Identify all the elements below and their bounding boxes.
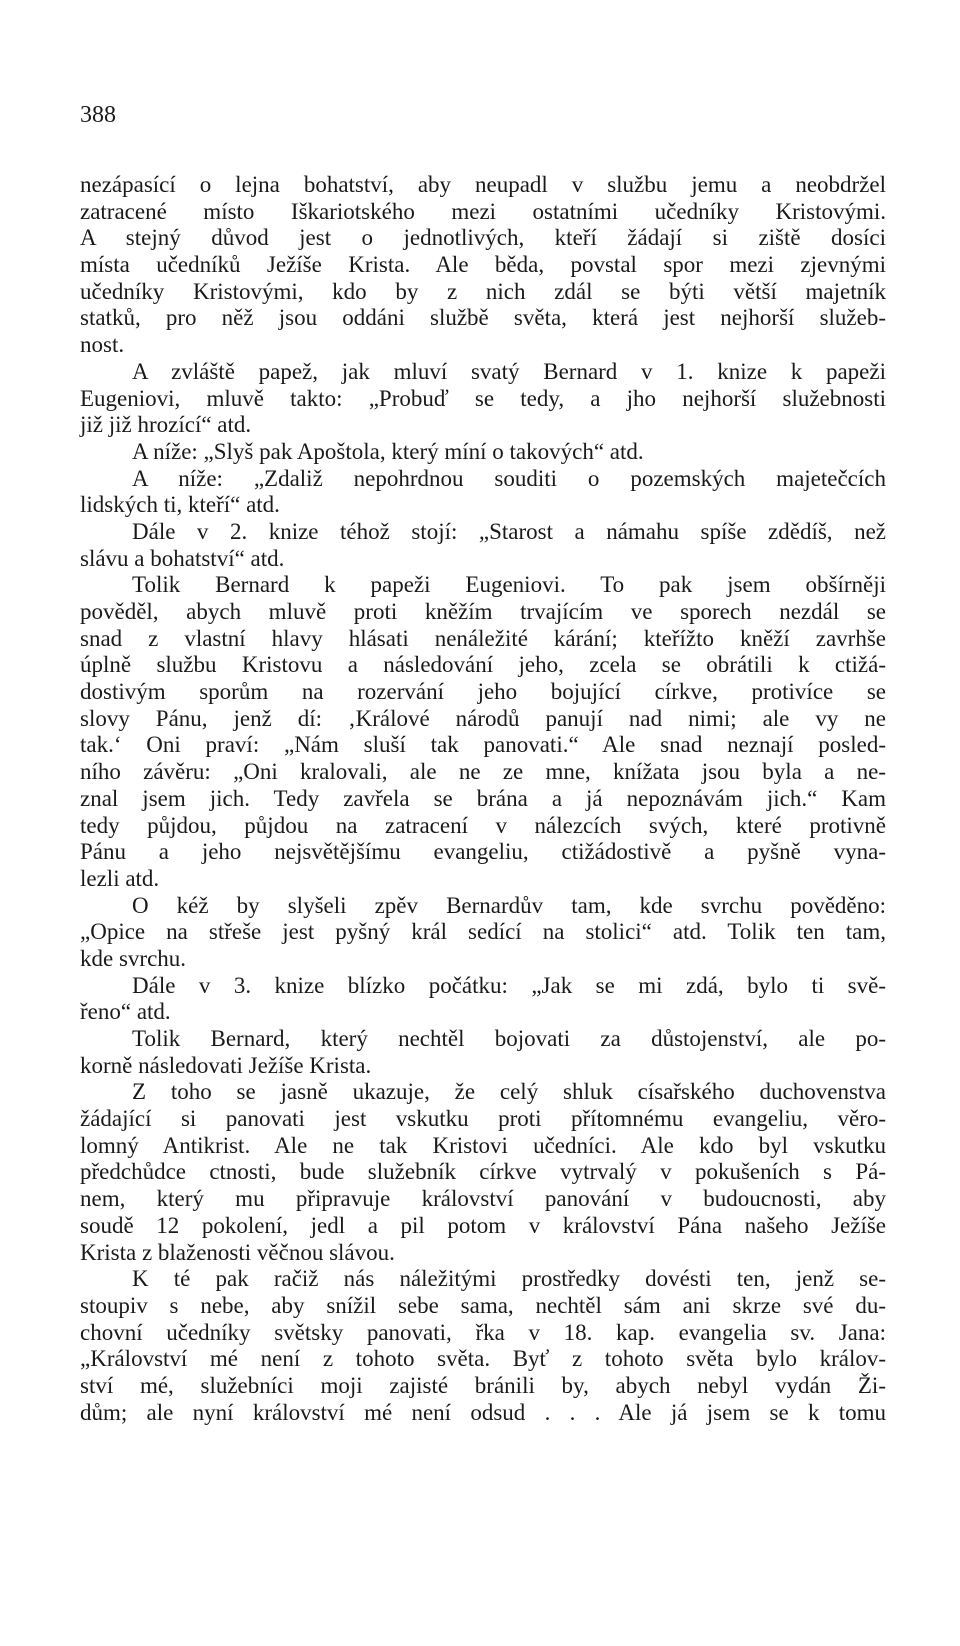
- body-text: [80, 172, 886, 1426]
- text-line: lidských ti, kteří“ atd.: [80, 492, 280, 518]
- text-line: řeno“ atd.: [80, 999, 171, 1025]
- text-line: Tolik Bernard k papeži Eugeniovi. To pak jsem obšírněji: [132, 572, 886, 598]
- text-line: Z toho se jasně ukazuje, že celý shluk císařského duchovenstva: [132, 1079, 886, 1105]
- text-line: slovy Pánu, jenž dí: ‚Králové národů panují nad nimi; ale vy ne: [80, 705, 886, 731]
- text-line: K té pak račiž nás náležitými prostředky dovésti ten, jenž se-: [132, 1266, 886, 1292]
- text-line: již již hrozící“ atd.: [80, 412, 252, 438]
- text-line: Eugeniovi, mluvě takto: „Probuď se tedy, a jho nejhorší služebnosti: [80, 385, 886, 411]
- text-line: kde svrchu.: [80, 945, 187, 971]
- text-line: korně následovati Ježíše Krista.: [80, 1052, 372, 1078]
- text-line: Krista z blaženosti věčnou slávou.: [80, 1239, 395, 1265]
- text-line: soudě 12 pokolení, jedl a pil potom v království Pána našeho Ježíše: [80, 1212, 886, 1238]
- text-line: A zvláště papež, jak mluví svatý Bernard v 1. knize k papeži: [132, 358, 886, 384]
- text-line: lomný Antikrist. Ale ne tak Kristovi učedníci. Ale kdo byl vskutku: [80, 1132, 886, 1158]
- text-line: O kéž by slyšeli zpěv Bernardův tam, kde svrchu pověděno:: [132, 892, 886, 918]
- text-line: znal jsem jich. Tedy zavřela se brána a já nepoznávám jich.“ Kam: [80, 785, 886, 811]
- text-line: Tolik Bernard, který nechtěl bojovati za důstojenství, ale po-: [132, 1026, 886, 1051]
- text-line: „Království mé není z tohoto světa. Byť z tohoto světa bylo králov-: [80, 1346, 886, 1372]
- text-line: nezápasící o lejna bohatství, aby neupadl v službu jemu a neobdržel: [80, 172, 886, 197]
- text-line: žádající si panovati jest vskutku proti přítomnému evangeliu, věro-: [80, 1106, 886, 1132]
- text-line: tak.‘ Oni praví: „Nám sluší tak panovati.“ Ale snad neznají posled-: [80, 732, 886, 758]
- text-line: ství mé, služebníci moji zajisté bránili by, abych nebyl vydán Ži-: [80, 1372, 886, 1398]
- text-line: místa učedníků Ježíše Krista. Ale běda, povstal spor mezi zjevnými: [80, 252, 886, 278]
- text-line: nost.: [80, 332, 125, 358]
- text-line: A níže: „Zdaliž nepohrdnou souditi o pozemských majetečcích: [132, 465, 886, 491]
- text-line: stoupiv s nebe, aby snížil sebe sama, nechtěl sám ani skrze své du-: [80, 1292, 886, 1318]
- text-line: „Opice na střeše jest pyšný král sedící na stolici“ atd. Tolik ten tam,: [80, 919, 886, 945]
- text-line: Dále v 2. knize téhož stojí: „Starost a námahu spíše zdědíš, než: [132, 518, 886, 544]
- text-line: tedy půjdou, půjdou na zatracení v nálezcích svých, které protivně: [80, 812, 886, 838]
- text-line: chovní učedníky světsky panovati, řka v 18. kap. evangelia sv. Jana:: [80, 1319, 886, 1345]
- text-line: ního závěru: „Oni kralovali, ale ne ze mne, knížata jsou byla a ne-: [80, 759, 886, 785]
- text-line: snad z vlastní hlavy hlásati nenáležité kárání; kteřížto kněží zavrhše: [80, 625, 886, 651]
- text-line: A stejný důvod jest o jednotlivých, kteří žádají si ziště dosíci: [80, 225, 886, 251]
- text-line: A níže: „Slyš pak Apoštola, který míní o takových“ atd.: [132, 438, 644, 464]
- text-line: učedníky Kristovými, kdo by z nich zdál se býti větší majetník: [80, 278, 886, 304]
- text-line: dům; ale nyní království mé není odsud . . . Ale já jsem se k tomu: [80, 1399, 886, 1425]
- text-line: Dále v 3. knize blízko počátku: „Jak se mi zdá, bylo ti svě-: [132, 972, 886, 998]
- text-line: dostivým sporům na rozervání jeho bojující církve, protivíce se: [80, 679, 886, 705]
- text-line: Pánu a jeho nejsvětějšímu evangeliu, ctižádostivě a pyšně vyna-: [80, 839, 886, 865]
- text-line: předchůdce ctnosti, bude služebník církve vytrvalý v pokušeních s Pá-: [80, 1159, 886, 1185]
- text-line: lezli atd.: [80, 865, 160, 891]
- text-line: zatracené místo Iškariotského mezi ostatními učedníky Kristovými.: [80, 198, 886, 224]
- text-line: statků, pro něž jsou oddáni službě světa, která jest nejhorší služeb-: [80, 305, 886, 331]
- text-line: úplně službu Kristovu a následování jeho, zcela se obrátili k ctižá-: [80, 652, 886, 678]
- page-number: 388: [80, 102, 116, 128]
- text-line: nem, který mu připravuje království panování v budoucnosti, aby: [80, 1186, 886, 1212]
- text-line: slávu a bohatství“ atd.: [80, 545, 285, 571]
- text-line: pověděl, abych mluvě proti kněžím trvajícím ve sporech nezdál se: [80, 599, 886, 624]
